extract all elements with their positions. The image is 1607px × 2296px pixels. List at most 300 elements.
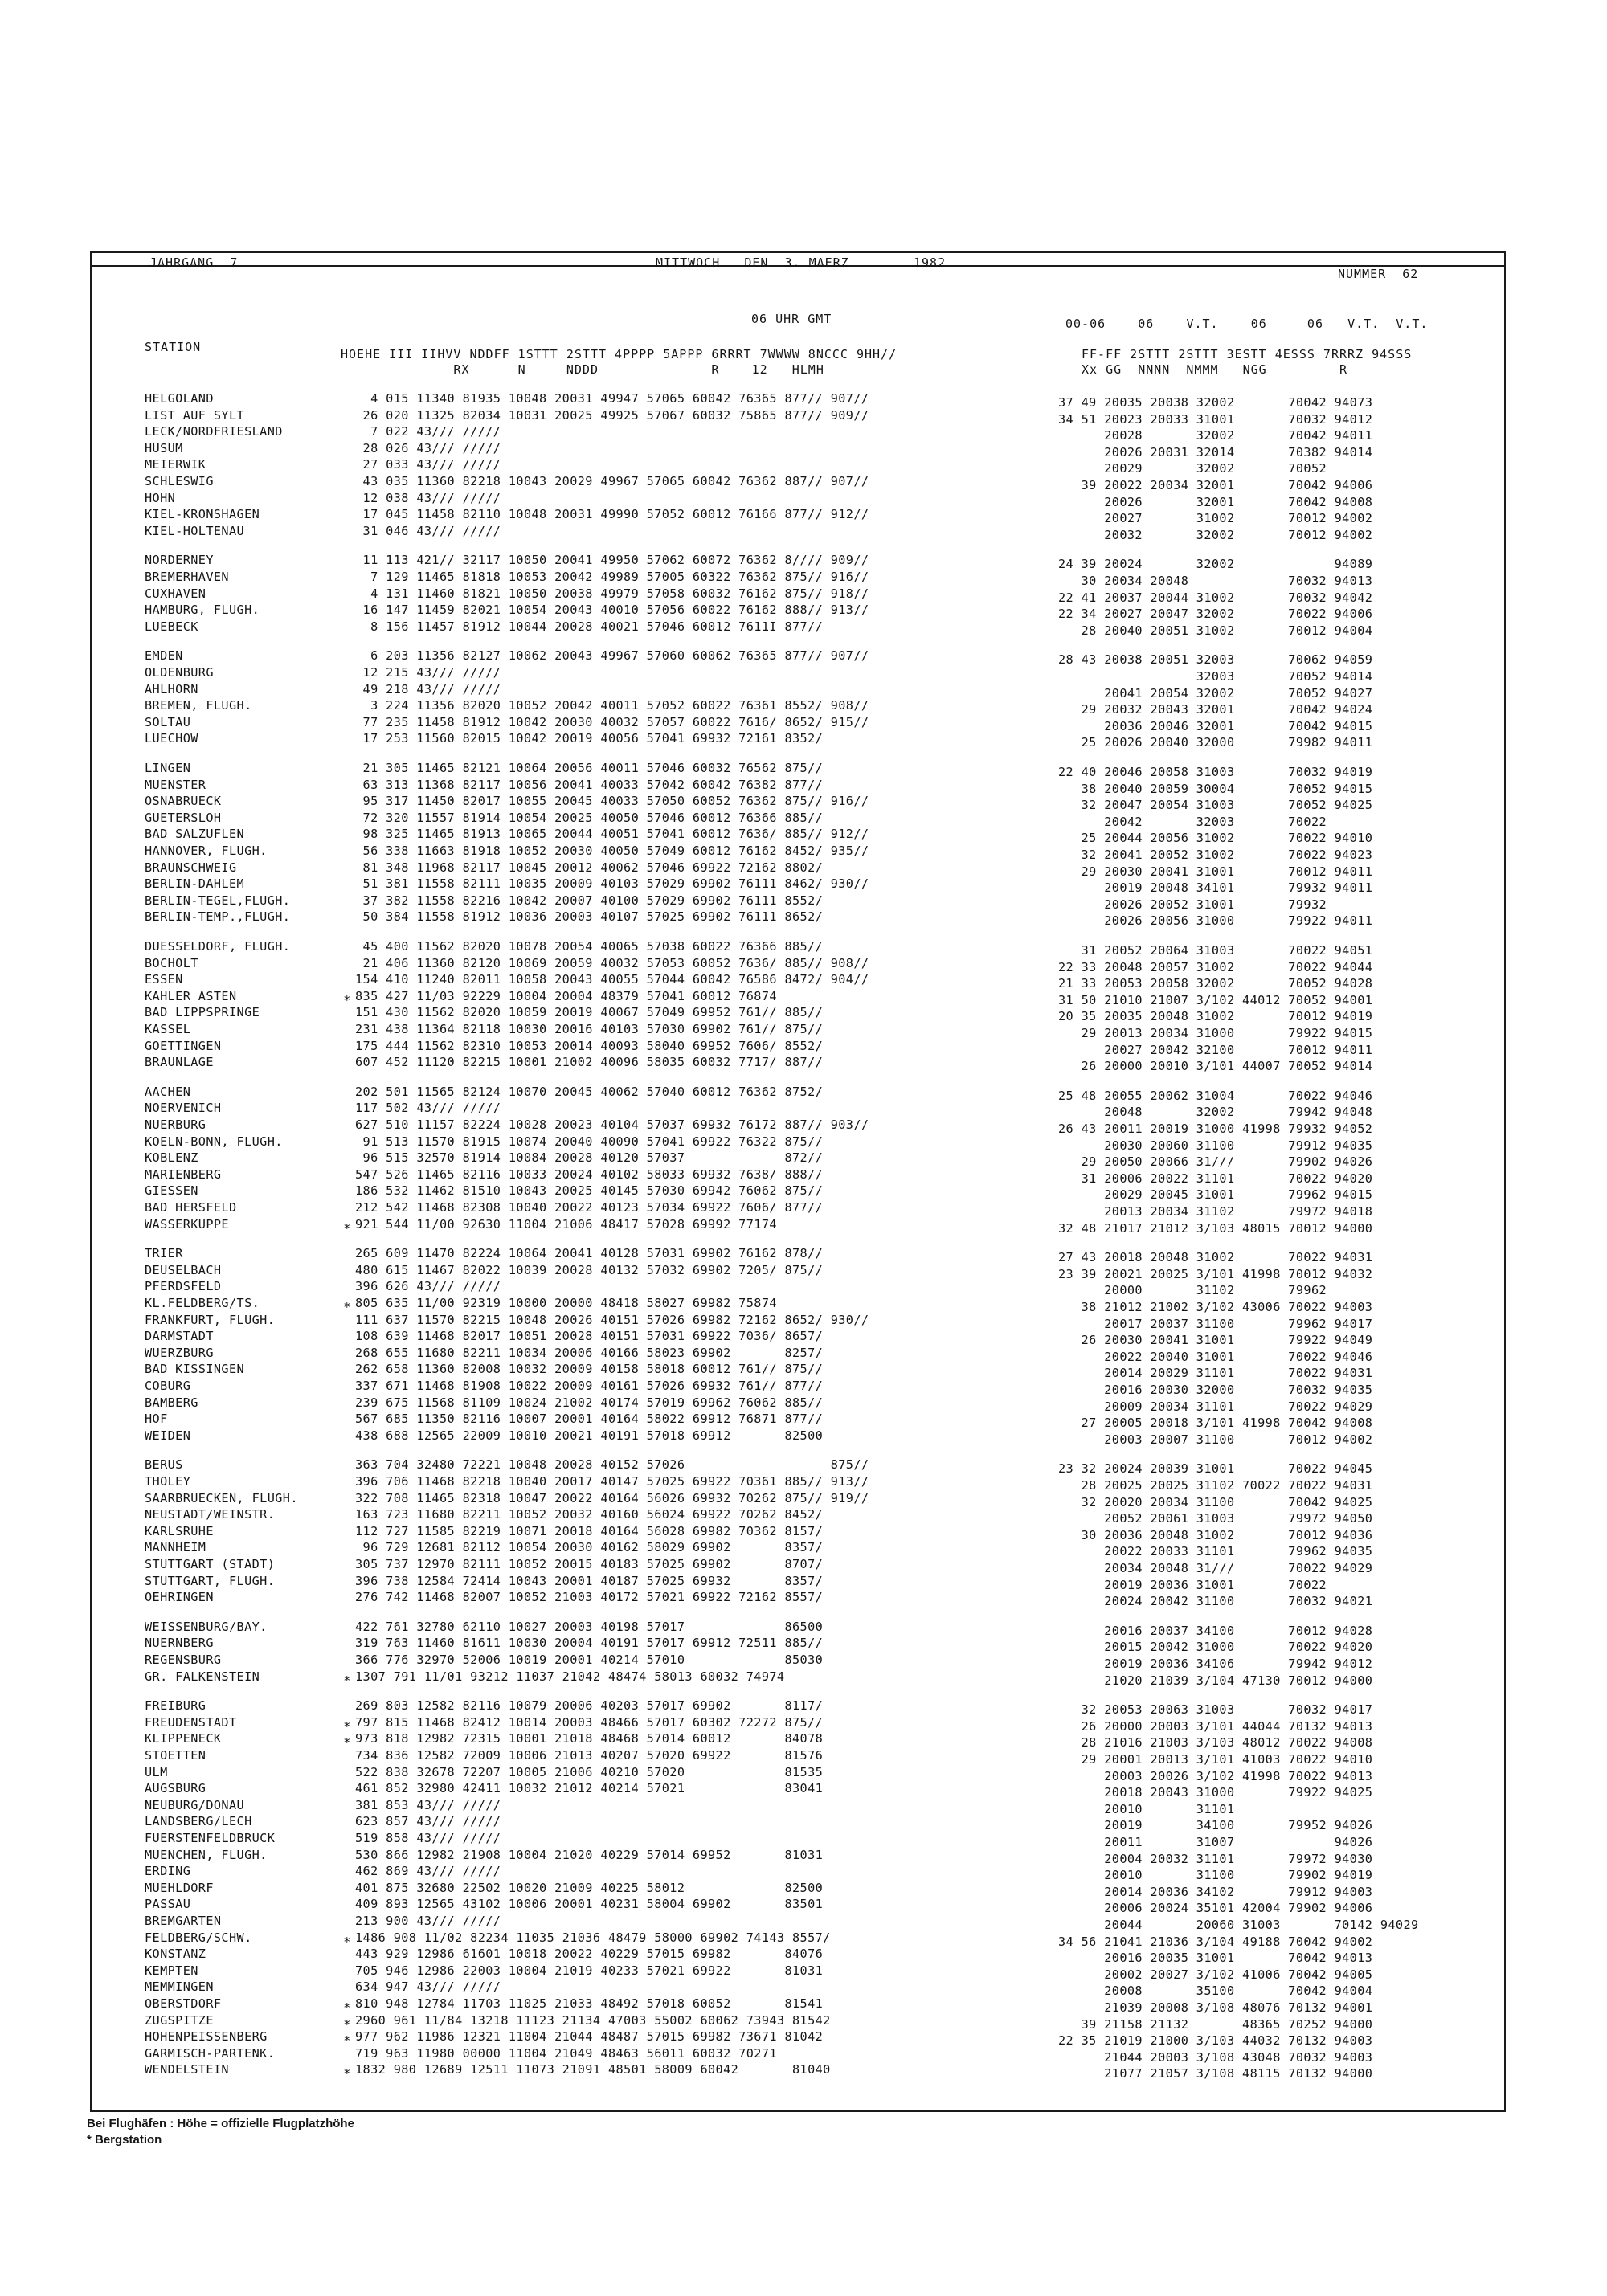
synop-groups: 11 113 421// 32117 10050 20041 49950 57062 60072 76362 8//// 909// — [355, 553, 869, 567]
synop-groups: 262 658 11360 82008 10032 20009 40158 58018 60012 761// 875// — [355, 1362, 824, 1376]
table-row — [145, 1830, 1476, 1849]
synop-groups: 63 313 11368 82117 10056 20041 40033 57042 60042 76382 877// — [355, 778, 824, 792]
table-row — [145, 523, 1476, 542]
summary-groups: 21077 21057 3/108 48115 70132 94000 — [1058, 2066, 1373, 2081]
summary-groups: 34 56 21041 21036 3/104 49188 70042 94002 — [1058, 1934, 1373, 1949]
summary-groups: 23 32 20024 20039 31001 70022 94045 — [1058, 1461, 1373, 1476]
summary-groups: 20003 20026 3/102 41998 70022 94013 — [1058, 1769, 1373, 1783]
station-name: MEMMINGEN — [145, 1979, 214, 1994]
table-row — [145, 697, 1476, 717]
synop-groups: 51 381 11558 82111 10035 20009 40103 57029 69902 76111 8462/ 930// — [355, 876, 869, 891]
synop-groups: 21 406 11360 82120 10069 20059 40032 57053 60052 7636/ 885// 908// — [355, 956, 869, 970]
table-row — [145, 1863, 1476, 1882]
station-name: KL.FELDBERG/TS. — [145, 1296, 260, 1310]
table-row — [145, 1619, 1476, 1638]
table-row — [145, 1573, 1476, 1592]
synop-groups: 117 502 43/// ///// — [355, 1101, 501, 1115]
synop-groups: 268 655 11680 82211 10034 20006 40166 58023 69902 8257/ — [355, 1346, 824, 1360]
summary-groups: 20022 20040 31001 70022 94046 — [1058, 1350, 1373, 1364]
synop-groups: 112 727 11585 82219 10071 20018 40164 56028 69982 70362 8157/ — [355, 1524, 824, 1538]
table-row — [145, 1216, 1476, 1236]
summary-groups: 23 39 20021 20025 3/101 41998 70012 94032 — [1058, 1267, 1373, 1281]
summary-groups: 27 20005 20018 3/101 41998 70042 94008 — [1058, 1416, 1373, 1430]
summary-groups: 20026 20052 31001 79932 — [1058, 897, 1327, 912]
station-name: MUENCHEN, FLUGH. — [145, 1848, 268, 1862]
table-row — [145, 506, 1476, 525]
summary-groups: 38 20040 20059 30004 70052 94015 — [1058, 782, 1373, 796]
station-name: THOLEY — [145, 1474, 191, 1489]
station-name: BOCHOLT — [145, 956, 198, 970]
footer-note-mountain: * Bergstation — [87, 2133, 162, 2147]
synop-groups: 381 853 43/// ///// — [355, 1798, 501, 1812]
synop-groups: 461 852 32980 42411 10032 21012 40214 57021 83041 — [355, 1781, 824, 1796]
station-name: BREMERHAVEN — [145, 570, 229, 584]
summary-groups: 29 20032 20043 32001 70042 94024 — [1058, 702, 1373, 717]
table-row — [145, 1199, 1476, 1219]
table-row — [145, 1395, 1476, 1414]
synop-groups: 96 729 12681 82112 10054 20030 40162 58029 69902 8357/ — [355, 1540, 824, 1554]
table-row — [145, 1117, 1476, 1136]
station-name: BERLIN-TEMP.,FLUGH. — [145, 909, 291, 924]
summary-groups: 29 20001 20013 3/101 41003 70022 94010 — [1058, 1752, 1373, 1767]
summary-groups: 20019 20036 31001 70022 — [1058, 1578, 1327, 1592]
summary-groups: 22 41 20037 20044 31002 70032 94042 — [1058, 590, 1373, 605]
station-name: HANNOVER, FLUGH. — [145, 844, 268, 858]
table-row — [145, 760, 1476, 779]
synop-groups: 231 438 11364 82118 10030 20016 40103 57030 69902 761// 875// — [355, 1022, 824, 1036]
summary-groups: 21 33 20053 20058 32002 70052 94028 — [1058, 976, 1373, 991]
summary-groups: 34 51 20023 20033 31001 70032 94012 — [1058, 412, 1373, 427]
mountain-station-mark: * — [343, 1300, 351, 1314]
station-name: BAD KISSINGEN — [145, 1362, 245, 1376]
mountain-station-mark: * — [343, 1673, 351, 1688]
mountain-station-mark: * — [343, 1719, 351, 1734]
station-name: MANNHEIM — [145, 1540, 206, 1554]
table-row — [145, 1714, 1476, 1734]
synop-groups: 607 452 11120 82215 10001 21002 40096 58035 60032 7717/ 887// — [355, 1055, 824, 1069]
synop-groups: 2960 961 11/84 13218 11123 21134 47003 55002 60062 73943 81542 — [355, 2013, 831, 2028]
table-row — [145, 1345, 1476, 1364]
synop-groups: 462 869 43/// ///// — [355, 1864, 501, 1878]
table-row — [145, 1021, 1476, 1040]
station-name: BRAUNSCHWEIG — [145, 860, 237, 875]
summary-groups: 20 35 20035 20048 31002 70012 94019 — [1058, 1009, 1373, 1023]
table-row — [145, 586, 1476, 605]
station-name: ZUGSPITZE — [145, 2013, 214, 2028]
station-name: TRIER — [145, 1246, 183, 1260]
station-name: DUESSELDORF, FLUGH. — [145, 939, 291, 954]
summary-groups: 20014 20029 31101 70022 94031 — [1058, 1366, 1373, 1380]
station-name: HOHN — [145, 491, 176, 505]
table-row — [145, 955, 1476, 974]
summary-groups: 20015 20042 31000 70022 94020 — [1058, 1640, 1373, 1654]
synop-groups: 973 818 12982 72315 10001 21018 48468 57014 60012 84078 — [355, 1731, 824, 1746]
summary-groups: 21044 20003 3/108 43048 70032 94003 — [1058, 2050, 1373, 2065]
summary-groups: 20029 20045 31001 79962 94015 — [1058, 1187, 1373, 1202]
station-name: AUGSBURG — [145, 1781, 206, 1796]
mountain-station-mark: * — [343, 993, 351, 1007]
table-row — [145, 1328, 1476, 1347]
station-column-header: STATION — [145, 340, 202, 354]
station-name: FREUDENSTADT — [145, 1715, 237, 1730]
station-name: BERUS — [145, 1457, 183, 1472]
summary-groups: 20028 32002 70042 94011 — [1058, 428, 1373, 443]
summary-groups: 20052 20061 31003 79972 94050 — [1058, 1511, 1373, 1526]
synop-groups: 276 742 11468 82007 10052 21003 40172 57021 69922 72162 8557/ — [355, 1590, 824, 1604]
table-row — [145, 552, 1476, 571]
station-name: GIESSEN — [145, 1183, 198, 1198]
synop-groups: 4 015 11340 81935 10048 20031 49947 57065 60042 76365 877// 907// — [355, 391, 869, 406]
summary-groups: 20029 32002 70052 — [1058, 461, 1327, 476]
table-row — [145, 1635, 1476, 1654]
station-name: HOF — [145, 1412, 168, 1426]
summary-groups: 32 20041 20052 31002 70022 94023 — [1058, 848, 1373, 862]
station-name: FREIBURG — [145, 1698, 206, 1713]
right-column-header-2: Xx GG NNNN NMMM NGG R — [1082, 362, 1348, 377]
summary-groups: 26 20030 20041 31001 79922 94049 — [1058, 1333, 1373, 1347]
summary-groups: 20022 20033 31101 79962 94035 — [1058, 1544, 1373, 1559]
station-name: MUEHLDORF — [145, 1881, 214, 1895]
synop-groups: 17 045 11458 82110 10048 20031 49990 57052 60012 76166 877// 912// — [355, 507, 869, 521]
table-row — [145, 1490, 1476, 1510]
station-name: BREMGARTEN — [145, 1914, 222, 1928]
main-column-header-1: HOEHE III IIHVV NDDFF 1STTT 2STTT 4PPPP 5APPP 6RRRT 7WWWW 8NCCC 9HH// — [341, 347, 898, 362]
station-name: WASSERKUPPE — [145, 1217, 229, 1232]
station-name: STUTTGART, FLUGH. — [145, 1574, 276, 1588]
summary-groups: 20000 31102 79962 — [1058, 1283, 1327, 1297]
table-row — [145, 1669, 1476, 1688]
summary-groups: 20004 20032 31101 79972 94030 — [1058, 1852, 1373, 1866]
table-row — [145, 456, 1476, 476]
table-row — [145, 1278, 1476, 1297]
summary-groups: 30 20036 20048 31002 70012 94036 — [1058, 1528, 1373, 1542]
table-row — [145, 988, 1476, 1007]
synop-groups: 443 929 12986 61601 10018 20022 40229 57015 69982 84076 — [355, 1947, 824, 1961]
summary-groups: 20016 20035 31001 70042 94013 — [1058, 1951, 1373, 1965]
station-name: WENDELSTEIN — [145, 2062, 229, 2077]
station-name: LINGEN — [145, 761, 191, 775]
summary-groups: 28 43 20038 20051 32003 70062 94059 — [1058, 652, 1373, 667]
table-row — [145, 473, 1476, 492]
synop-groups: 108 639 11468 82017 10051 20028 40151 57031 69922 7036/ 8657/ — [355, 1329, 824, 1343]
synop-groups: 921 544 11/00 92630 11004 21006 48417 57028 69992 77174 — [355, 1217, 777, 1232]
synop-groups: 1307 791 11/01 93212 11037 21042 48474 58013 60032 74974 — [355, 1669, 785, 1684]
table-row — [145, 2045, 1476, 2065]
station-name: LANDSBERG/LECH — [145, 1814, 252, 1828]
summary-groups: 30 20034 20048 70032 94013 — [1058, 574, 1373, 588]
summary-groups: 25 20044 20056 31002 70022 94010 — [1058, 831, 1373, 845]
synop-groups: 186 532 11462 81510 10043 20025 40145 57030 69942 76062 875// — [355, 1183, 824, 1198]
synop-groups: 43 035 11360 82218 10043 20029 49967 57065 60042 76362 887// 907// — [355, 474, 869, 488]
summary-groups: 22 35 21019 21000 3/103 44032 70132 94003 — [1058, 2033, 1373, 2048]
table-row — [145, 681, 1476, 701]
summary-groups: 21039 20008 3/108 48076 70132 94001 — [1058, 2000, 1373, 2015]
footer-note-airports: Bei Flughäfen : Höhe = offizielle Flugplatzhöhe — [87, 2117, 354, 2131]
station-name: WEISSENBURG/BAY. — [145, 1620, 268, 1634]
station-name: KASSEL — [145, 1022, 191, 1036]
synop-groups: 396 626 43/// ///// — [355, 1279, 501, 1293]
station-name: EMDEN — [145, 648, 183, 663]
synop-groups: 634 947 43/// ///// — [355, 1979, 501, 1994]
summary-groups: 22 34 20027 20047 32002 70022 94006 — [1058, 607, 1373, 621]
synop-groups: 16 147 11459 82021 10054 20043 40010 57056 60022 76162 888// 913// — [355, 603, 869, 617]
station-name: ESSEN — [145, 972, 183, 987]
summary-groups: 26 20000 20010 3/101 44007 70052 94014 — [1058, 1059, 1373, 1073]
station-name: LUEBECK — [145, 619, 198, 634]
station-name: NUERBURG — [145, 1117, 206, 1132]
table-row — [145, 490, 1476, 509]
station-name: BRAUNLAGE — [145, 1055, 214, 1069]
summary-groups: 32 20053 20063 31003 70032 94017 — [1058, 1702, 1373, 1717]
station-name: KARLSRUHE — [145, 1524, 214, 1538]
synop-groups: 623 857 43/// ///// — [355, 1814, 501, 1828]
summary-groups: 25 20026 20040 32000 79982 94011 — [1058, 735, 1373, 750]
summary-groups: 20034 20048 31/// 70022 94029 — [1058, 1561, 1373, 1575]
table-row — [145, 1054, 1476, 1073]
table-row — [145, 1150, 1476, 1169]
synop-groups: 37 382 11558 82216 10042 20007 40100 57029 69902 76111 8552/ — [355, 893, 824, 908]
table-row — [145, 714, 1476, 733]
summary-groups: 20008 35100 70042 94004 — [1058, 1983, 1373, 1998]
summary-groups: 20017 20037 31100 79962 94017 — [1058, 1317, 1373, 1331]
station-name: HELGOLAND — [145, 391, 214, 406]
synop-groups: 519 858 43/// ///// — [355, 1831, 501, 1845]
station-name: SOLTAU — [145, 715, 191, 729]
summary-groups: 29 20013 20034 31000 79922 94015 — [1058, 1026, 1373, 1040]
synop-groups: 627 510 11157 82224 10028 20023 40104 57037 69932 76172 887// 903// — [355, 1117, 869, 1132]
table-row — [145, 1764, 1476, 1783]
synop-groups: 154 410 11240 82011 10058 20043 40055 57044 60042 76586 8472/ 904// — [355, 972, 869, 987]
table-row — [145, 1473, 1476, 1493]
summary-groups: 32003 70052 94014 — [1058, 669, 1373, 684]
synop-groups: 269 803 12582 82116 10079 20006 40203 57017 69902 8117/ — [355, 1698, 824, 1713]
synop-groups: 95 317 11450 82017 10055 20045 40033 57050 60052 76362 875// 916// — [355, 794, 869, 808]
summary-groups: 20002 20027 3/102 41006 70042 94005 — [1058, 1967, 1373, 1982]
synop-groups: 366 776 32970 52006 10019 20001 40214 57010 85030 — [355, 1653, 824, 1667]
station-name: LIST AUF SYLT — [145, 408, 245, 423]
synop-groups: 705 946 12986 22003 10004 21019 40233 57021 69922 81031 — [355, 1963, 824, 1978]
table-row — [145, 1312, 1476, 1331]
station-name: KONSTANZ — [145, 1947, 206, 1961]
summary-groups: 20041 20054 32002 70052 94027 — [1058, 686, 1373, 701]
mountain-station-mark: * — [343, 2066, 351, 2081]
synop-groups: 322 708 11465 82318 10047 20022 40164 56026 69932 70262 875// 919// — [355, 1491, 869, 1505]
table-row — [145, 440, 1476, 460]
station-name: MUENSTER — [145, 778, 206, 792]
table-row — [145, 423, 1476, 443]
station-name: BAMBERG — [145, 1395, 198, 1410]
table-row — [145, 1880, 1476, 1899]
table-row — [145, 648, 1476, 667]
summary-groups: 26 43 20011 20019 31000 41998 79932 94052 — [1058, 1121, 1373, 1136]
table-row — [145, 602, 1476, 621]
station-name: BERLIN-TEGEL,FLUGH. — [145, 893, 291, 908]
station-name: SAARBRUECKEN, FLUGH. — [145, 1491, 298, 1505]
synop-groups: 6 203 11356 82127 10062 20043 49967 57060 60062 76365 877// 907// — [355, 648, 869, 663]
synop-groups: 50 384 11558 81912 10036 20003 40107 57025 69902 76111 8652/ — [355, 909, 824, 924]
station-name: COBURG — [145, 1379, 191, 1393]
synop-groups: 28 026 43/// ///// — [355, 441, 501, 456]
summary-groups: 20030 20060 31100 79912 94035 — [1058, 1138, 1373, 1153]
station-name: OLDENBURG — [145, 665, 214, 680]
synop-groups: 422 761 32780 62110 10027 20003 40198 57017 86500 — [355, 1620, 824, 1634]
station-name: MARIENBERG — [145, 1167, 222, 1182]
synop-groups: 31 046 43/// ///// — [355, 524, 501, 538]
summary-groups: 37 49 20035 20038 32002 70042 94073 — [1058, 395, 1373, 410]
summary-groups: 26 20000 20003 3/101 44044 70132 94013 — [1058, 1719, 1373, 1734]
synop-groups: 239 675 11568 81109 10024 21002 40174 57019 69962 76062 885// — [355, 1395, 824, 1410]
synop-groups: 977 962 11986 12321 11004 21044 48487 57015 69982 73671 81042 — [355, 2029, 824, 2044]
summary-groups: 20026 20031 32014 70382 94014 — [1058, 445, 1373, 460]
table-row — [145, 1963, 1476, 1982]
table-row — [145, 1797, 1476, 1816]
station-name: BREMEN, FLUGH. — [145, 698, 252, 713]
synop-groups: 797 815 11468 82412 10014 20003 48466 57017 60302 72272 875// — [355, 1715, 824, 1730]
summary-groups: 29 20050 20066 31/// 79902 94026 — [1058, 1154, 1373, 1169]
table-row — [145, 1262, 1476, 1281]
table-row — [145, 1780, 1476, 1800]
synop-groups: 265 609 11470 82224 10064 20041 40128 57031 69902 76162 878// — [355, 1246, 824, 1260]
synop-groups: 12 215 43/// ///// — [355, 665, 501, 680]
main-column-header-2: RX N NDDD R 12 HLMH — [341, 362, 824, 377]
station-name: SCHLESWIG — [145, 474, 214, 488]
summary-groups: 20016 20030 32000 70032 94035 — [1058, 1383, 1373, 1397]
station-name: BAD SALZUFLEN — [145, 827, 245, 841]
table-row — [145, 1038, 1476, 1057]
table-row — [145, 1847, 1476, 1866]
summary-groups: 20032 32002 70012 94002 — [1058, 528, 1373, 542]
table-row — [145, 876, 1476, 895]
table-row — [145, 1295, 1476, 1314]
summary-groups: 20019 34100 79952 94026 — [1058, 1818, 1373, 1832]
table-row — [145, 938, 1476, 958]
table-row — [145, 2028, 1476, 2048]
synop-groups: 96 515 32570 81914 10084 20028 40120 57037 872// — [355, 1150, 824, 1165]
synop-groups: 72 320 11557 81914 10054 20025 40050 57046 60012 76366 885// — [355, 811, 824, 825]
synop-groups: 98 325 11465 81913 10065 20044 40051 57041 60012 7636/ 885// 912// — [355, 827, 869, 841]
table-row — [145, 1813, 1476, 1832]
summary-groups: 20006 20024 35101 42004 79902 94006 — [1058, 1901, 1373, 1915]
station-name: KOELN-BONN, FLUGH. — [145, 1134, 283, 1149]
summary-groups: 20018 20043 31000 79922 94025 — [1058, 1785, 1373, 1800]
table-row — [145, 1697, 1476, 1717]
summary-groups: 28 21016 21003 3/103 48012 70022 94008 — [1058, 1735, 1373, 1750]
station-name: BERLIN-DAHLEM — [145, 876, 245, 891]
synop-groups: 3 224 11356 82020 10052 20042 40011 57052 60022 76361 8552/ 908// — [355, 698, 869, 713]
table-row — [145, 971, 1476, 991]
synop-groups: 163 723 11680 82211 10052 20032 40160 56024 69922 70262 8452/ — [355, 1507, 824, 1522]
synop-groups: 530 866 12982 21908 10004 21020 40229 57014 69952 81031 — [355, 1848, 824, 1862]
summary-groups: 22 33 20048 20057 31002 70022 94044 — [1058, 960, 1373, 974]
summary-groups: 32 20020 20034 31100 70042 94025 — [1058, 1495, 1373, 1510]
summary-groups: 20036 20046 32001 70042 94015 — [1058, 719, 1373, 733]
synop-groups: 111 637 11570 82215 10048 20026 40151 57026 69982 72162 8652/ 930// — [355, 1313, 869, 1327]
synop-groups: 27 033 43/// ///// — [355, 457, 501, 472]
station-name: STUTTGART (STADT) — [145, 1557, 276, 1571]
station-name: ERDING — [145, 1864, 191, 1878]
synop-groups: 719 963 11980 00000 11004 21049 48463 56011 60032 70271 — [355, 2046, 777, 2061]
table-row — [145, 843, 1476, 862]
station-name: HUSUM — [145, 441, 183, 456]
synop-groups: 805 635 11/00 92319 10000 20000 48418 58027 69982 75874 — [355, 1296, 777, 1310]
summary-groups: 29 20030 20041 31001 70012 94011 — [1058, 864, 1373, 879]
station-name: NEUBURG/DONAU — [145, 1798, 245, 1812]
station-name: FUERSTENFELDBRUCK — [145, 1831, 276, 1845]
table-row — [145, 1378, 1476, 1397]
summary-groups: 20024 20042 31100 70032 94021 — [1058, 1594, 1373, 1608]
station-name: NOERVENICH — [145, 1101, 222, 1115]
summary-groups: 20042 32003 70022 — [1058, 815, 1327, 829]
summary-groups: 27 43 20018 20048 31002 70022 94031 — [1058, 1250, 1373, 1264]
summary-groups: 20003 20007 31100 70012 94002 — [1058, 1432, 1373, 1447]
synop-groups: 319 763 11460 81611 10030 20004 40191 57017 69912 72511 885// — [355, 1636, 824, 1650]
table-row — [145, 390, 1476, 410]
summary-groups: 39 20022 20034 32001 70042 94006 — [1058, 478, 1373, 492]
station-name: HOHENPEISSENBERG — [145, 2029, 268, 2044]
summary-groups: 20013 20034 31102 79972 94018 — [1058, 1204, 1373, 1219]
date-label: MITTWOCH DEN 3. MAERZ 1982 — [656, 255, 947, 270]
mountain-station-mark: * — [343, 2000, 351, 2015]
synop-groups: 305 737 12970 82111 10052 20015 40183 57025 69902 8707/ — [355, 1557, 824, 1571]
table-row — [145, 1979, 1476, 1998]
station-name: DARMSTADT — [145, 1329, 214, 1343]
table-row — [145, 1539, 1476, 1559]
table-row — [145, 2012, 1476, 2032]
mountain-station-mark: * — [343, 1735, 351, 1750]
station-name: GR. FALKENSTEIN — [145, 1669, 260, 1684]
table-row — [145, 1361, 1476, 1380]
summary-groups: 20048 32002 79942 94048 — [1058, 1105, 1373, 1119]
table-row — [145, 1004, 1476, 1023]
station-name: AHLHORN — [145, 682, 198, 697]
synop-groups: 21 305 11465 82121 10064 20056 40011 57046 60032 76562 875// — [355, 761, 824, 775]
synop-groups: 401 875 32680 22502 10020 21009 40225 58012 82500 — [355, 1881, 824, 1895]
table-row — [145, 1652, 1476, 1671]
station-name: AACHEN — [145, 1085, 191, 1099]
station-name: BAD LIPPSPRINGE — [145, 1005, 260, 1019]
table-row — [145, 1506, 1476, 1526]
synop-groups: 438 688 12565 22009 10010 20021 40191 57018 69912 82500 — [355, 1428, 824, 1443]
summary-groups: 28 20025 20025 31102 70022 70022 94031 — [1058, 1478, 1373, 1493]
synop-groups: 7 129 11465 81818 10053 20042 49989 57005 60322 76362 875// 916// — [355, 570, 869, 584]
table-row — [145, 2061, 1476, 2081]
synop-groups: 409 893 12565 43102 10006 20001 40231 58004 69902 83501 — [355, 1897, 824, 1911]
table-row — [145, 1183, 1476, 1202]
summary-groups: 20027 20042 32100 70012 94011 — [1058, 1043, 1373, 1057]
synop-groups: 547 526 11465 82116 10033 20024 40102 58033 69932 7638/ 888// — [355, 1167, 824, 1182]
station-name: WUERZBURG — [145, 1346, 214, 1360]
synop-groups: 522 838 32678 72207 10005 21006 40210 57020 81535 — [355, 1765, 824, 1779]
summary-groups: 25 48 20055 20062 31004 70022 94046 — [1058, 1089, 1373, 1103]
table-row — [145, 1100, 1476, 1119]
summary-groups: 20019 20048 34101 79932 94011 — [1058, 880, 1373, 895]
station-name: BAD HERSFELD — [145, 1200, 237, 1215]
table-row — [145, 407, 1476, 427]
station-name: STOETTEN — [145, 1748, 206, 1763]
table-row — [145, 810, 1476, 829]
station-name: KEMPTEN — [145, 1963, 198, 1978]
station-name: NEUSTADT/WEINSTR. — [145, 1507, 276, 1522]
synop-groups: 49 218 43/// ///// — [355, 682, 501, 697]
mountain-station-mark: * — [343, 1934, 351, 1949]
synop-groups: 202 501 11565 82124 10070 20045 40062 57040 60012 76362 8752/ — [355, 1085, 824, 1099]
station-name: NUERNBERG — [145, 1636, 214, 1650]
table-row — [145, 1930, 1476, 1949]
station-name: KOBLENZ — [145, 1150, 198, 1165]
synop-groups: 734 836 12582 72009 10006 21013 40207 57020 69922 81576 — [355, 1748, 824, 1763]
station-name: LECK/NORDFRIESLAND — [145, 424, 283, 439]
table-row — [145, 826, 1476, 845]
